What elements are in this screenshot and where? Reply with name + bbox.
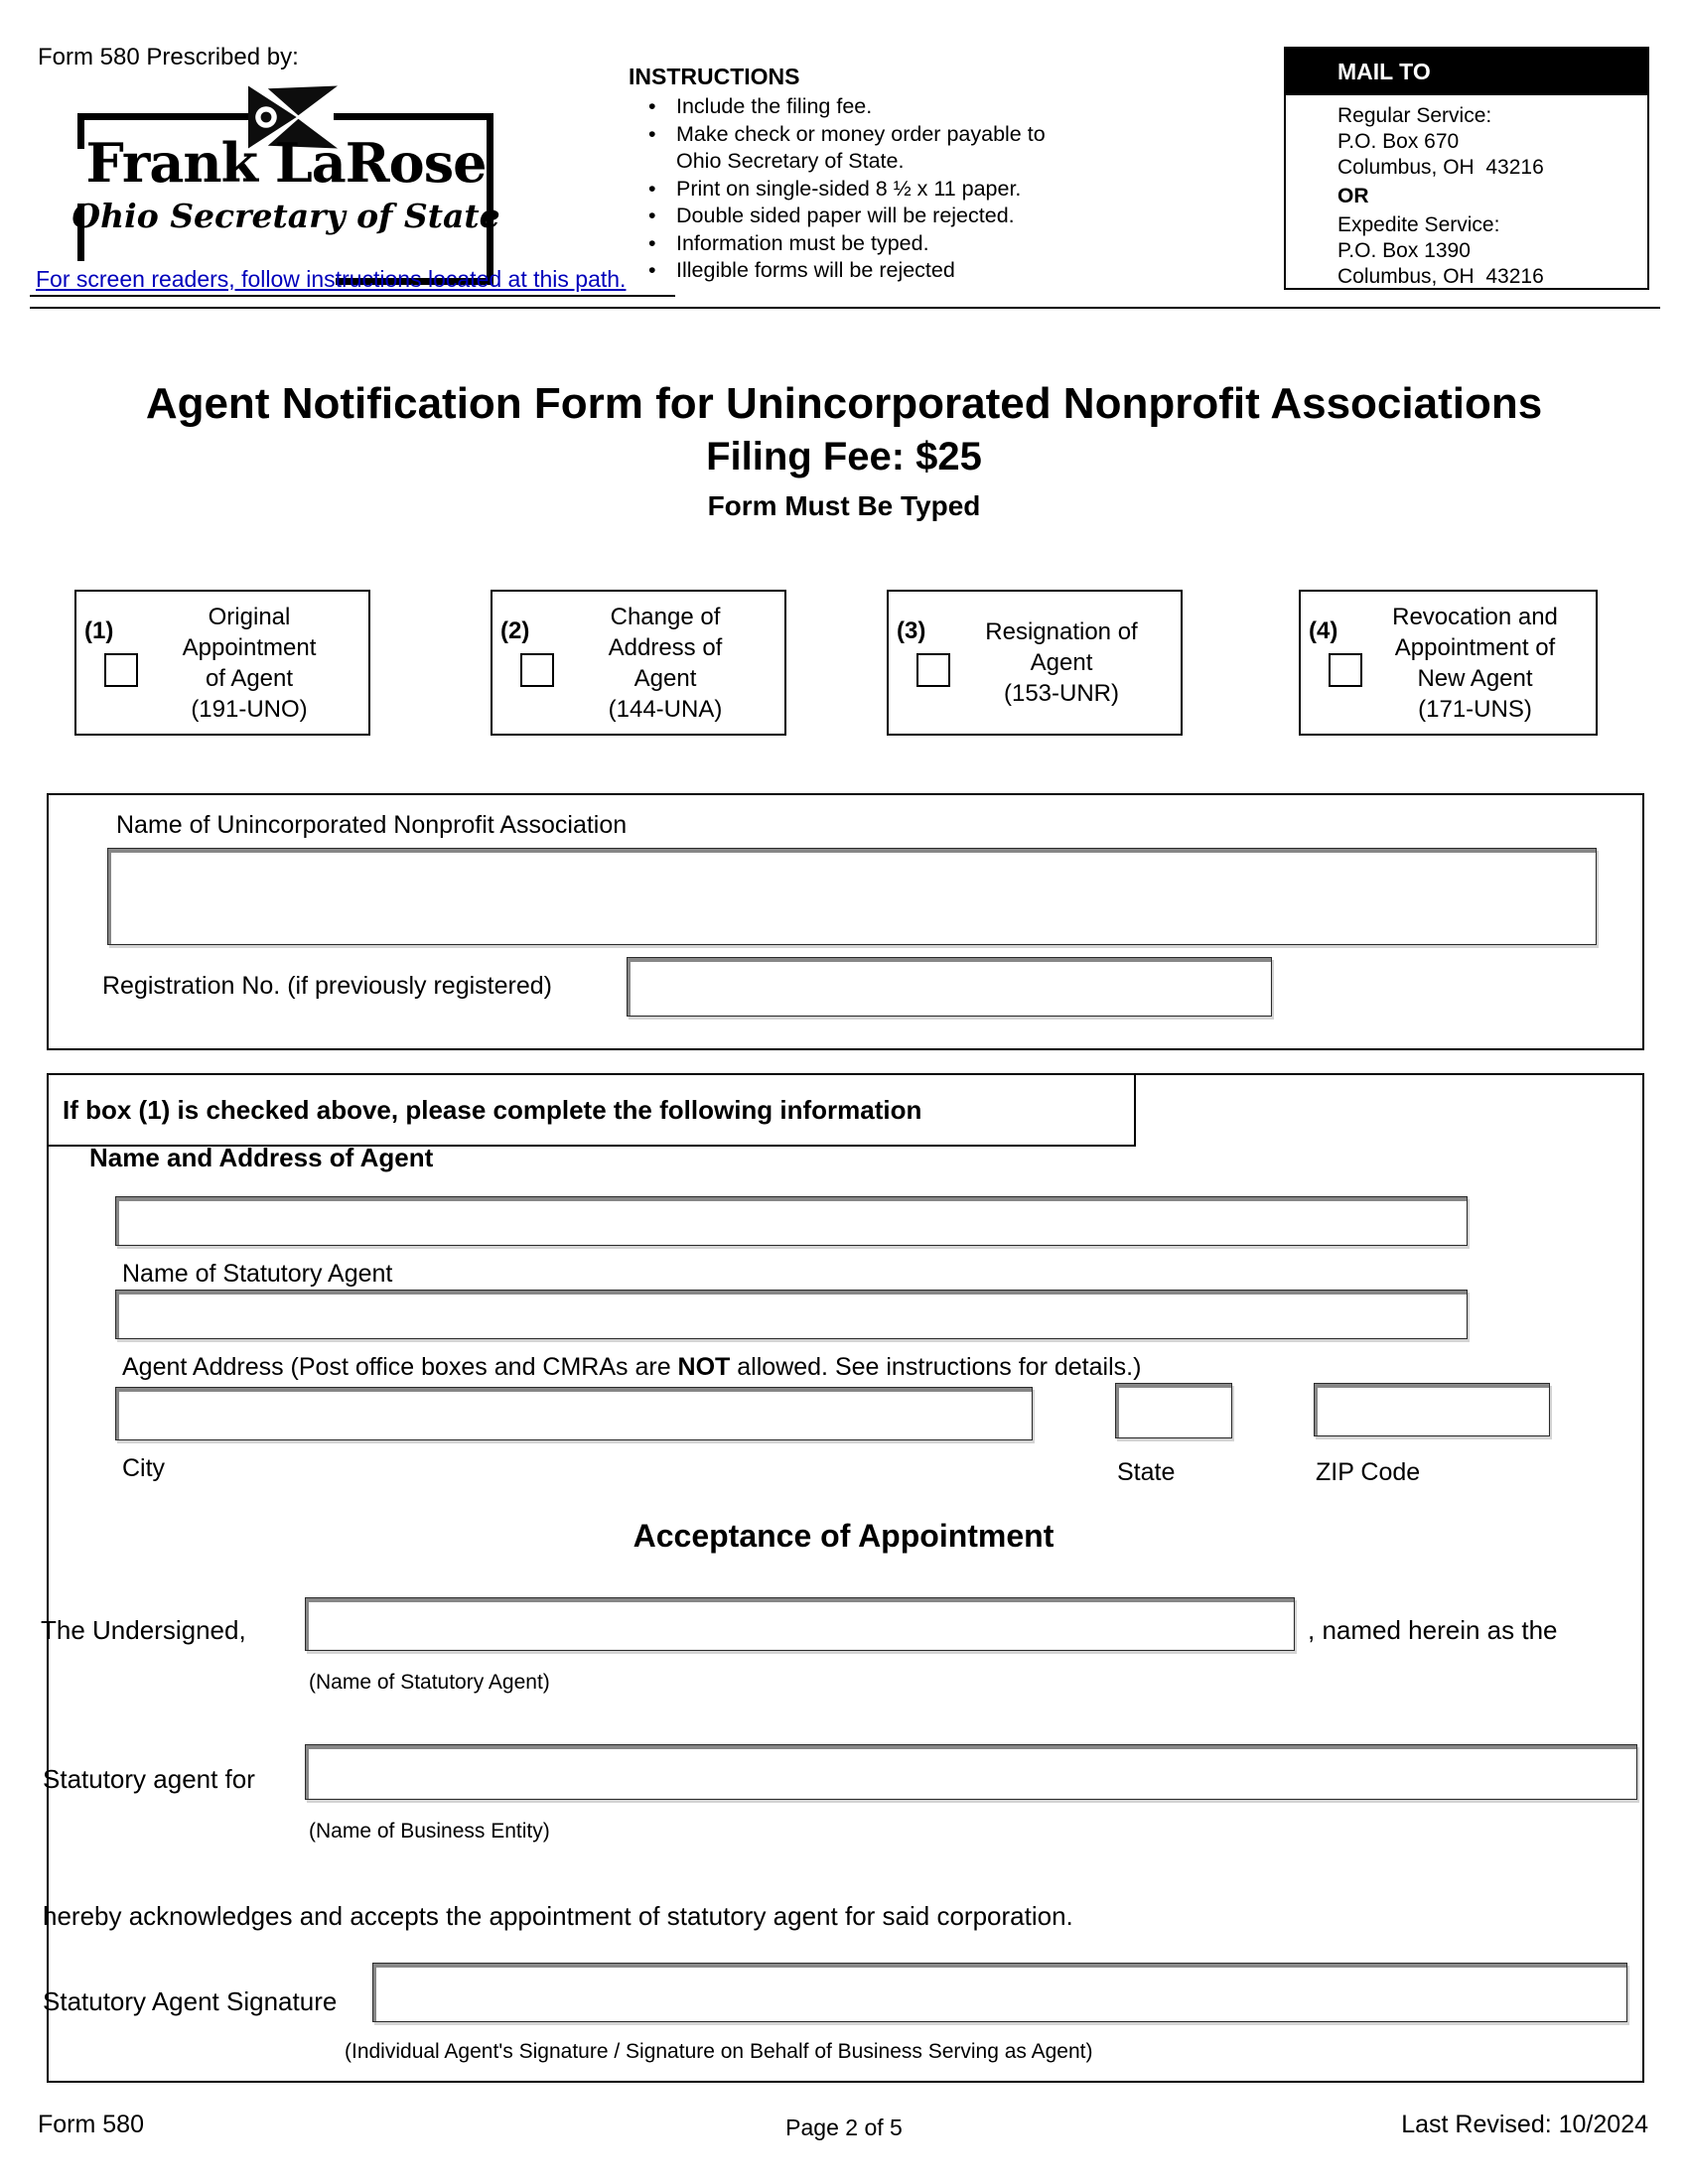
filing-option-1-box: [74, 590, 370, 736]
instruction-item: Double sided paper will be rejected.: [676, 204, 1015, 227]
state-field[interactable]: [1115, 1383, 1232, 1438]
conditional-header-text: If box (1) is checked above, please complete the following information: [63, 1094, 922, 1125]
acknowledge-text: hereby acknowledges and accepts the appointment of statutory agent for said corporation.: [43, 1901, 1073, 1931]
statutory-agent-name-input[interactable]: [305, 1597, 1295, 1651]
option-label: Revocation and Appointment of New Agent (171-UNS): [1392, 603, 1558, 723]
signature-caption: (Individual Agent's Signature / Signature on Behalf of Business Serving as Agent): [345, 2040, 1093, 2063]
prescribed-by-text: Form 580 Prescribed by:: [38, 44, 299, 70]
agent-name-field[interactable]: [115, 1196, 1468, 1246]
filing-option-3-box: [887, 590, 1183, 736]
instruction-item: Illegible forms will be rejected: [676, 258, 955, 282]
state-label: State: [1117, 1458, 1176, 1486]
city-label: City: [122, 1454, 166, 1482]
form-must-be-typed: Form Must Be Typed: [707, 490, 981, 521]
header-divider-top: [30, 295, 675, 297]
acceptance-heading: Acceptance of Appointment: [633, 1518, 1055, 1554]
header-divider-bottom: [30, 307, 1660, 309]
filing-option-4-box: [1299, 590, 1598, 736]
association-section: [47, 793, 1644, 1050]
mail-to-line: P.O. Box 670: [1337, 130, 1460, 153]
instruction-item: Include the filing fee.: [676, 94, 873, 118]
mail-to-line: Columbus, OH 43216: [1337, 156, 1544, 179]
option-label: Change of Address of Agent (144-UNA): [608, 603, 723, 723]
mail-to-line: P.O. Box 1390: [1337, 239, 1471, 262]
undersigned-pre-label: The Undersigned,: [41, 1615, 246, 1645]
option-number: (2): [500, 617, 530, 644]
option-label: Resignation of Agent (153-UNR): [985, 618, 1138, 707]
mail-to-box: [1284, 47, 1649, 290]
mail-to-or: OR: [1337, 185, 1369, 207]
filing-option-4-checkbox[interactable]: [1329, 653, 1362, 687]
logo-subtitle: Ohio Secretary of State: [71, 197, 500, 235]
business-entity-input[interactable]: [305, 1744, 1637, 1800]
screen-reader-link[interactable]: For screen readers, follow instructions located at this path.: [36, 266, 627, 292]
instruction-item: Make check or money order payable to: [676, 121, 1046, 146]
signature-label: Statutory Agent Signature: [43, 1986, 338, 2016]
mail-to-line: Regular Service:: [1337, 104, 1492, 127]
instruction-item: Print on single-sided 8 ½ x 11 paper.: [676, 176, 1022, 201]
mail-to-line: Expedite Service:: [1337, 213, 1500, 236]
instruction-item: Ohio Secretary of State.: [676, 149, 905, 173]
filing-option-1-checkbox[interactable]: [104, 653, 138, 687]
agent-name-address-label: Name and Address of Agent: [89, 1143, 434, 1172]
conditional-header-box: [47, 1073, 1136, 1147]
zip-label: ZIP Code: [1316, 1458, 1421, 1486]
instructions-list: • Include the filing fee. • Make check or money order payable to Ohio Secretary of State. • Print on single-sided 8 ½ x 11 paper. • Double sided paper will be rejected. • Information must be typed. • Illegible forms will be rejected: [648, 94, 1046, 282]
agent-info-section: [41, 1073, 1644, 2083]
entity-caption: (Name of Business Entity): [309, 1820, 550, 1843]
filing-fee: Filing Fee: $25: [706, 435, 982, 478]
form-title: Agent Notification Form for Unincorporated Nonprofit Associations: [145, 379, 1543, 428]
instruction-item: Information must be typed.: [676, 230, 929, 255]
signature-input[interactable]: [372, 1963, 1627, 2022]
filing-option-3-checkbox[interactable]: [916, 653, 950, 687]
statutory-agent-caption: (Name of Statutory Agent): [309, 1671, 550, 1694]
agent-address-label: Agent Address (Post office boxes and CMRAs are NOT allowed. See instructions for details.): [122, 1353, 1142, 1381]
sos-logo: [70, 79, 506, 293]
option-number: (4): [1309, 617, 1338, 644]
city-field[interactable]: [115, 1387, 1033, 1440]
association-name-field[interactable]: [107, 848, 1597, 945]
agent-address-field[interactable]: [115, 1290, 1468, 1339]
footer-form-number: Form 580: [38, 2111, 144, 2138]
registration-number-field[interactable]: [627, 957, 1272, 1017]
undersigned-post-label: , named herein as the: [1308, 1615, 1558, 1645]
logo-name: Frank LaRose: [85, 131, 487, 195]
instructions-title: INSTRUCTIONS: [629, 64, 800, 89]
option-number: (1): [84, 617, 114, 644]
mail-to-line: Columbus, OH 43216: [1337, 265, 1544, 288]
footer-last-revised: Last Revised: 10/2024: [1401, 2111, 1648, 2138]
option-number: (3): [897, 617, 926, 644]
zip-field[interactable]: [1314, 1383, 1550, 1436]
registration-label: Registration No. (if previously registered): [102, 972, 552, 1000]
footer-page-number: Page 2 of 5: [785, 2115, 903, 2140]
filing-option-2-checkbox[interactable]: [520, 653, 554, 687]
filing-option-2-box: [491, 590, 786, 736]
agent-for-label: Statutory agent for: [43, 1764, 255, 1794]
statutory-agent-name-label: Name of Statutory Agent: [122, 1260, 393, 1288]
mail-to-title: MAIL TO: [1286, 49, 1647, 95]
association-name-label: Name of Unincorporated Nonprofit Association: [116, 811, 628, 839]
option-label: Original Appointment of Agent (191-UNO): [182, 603, 317, 723]
